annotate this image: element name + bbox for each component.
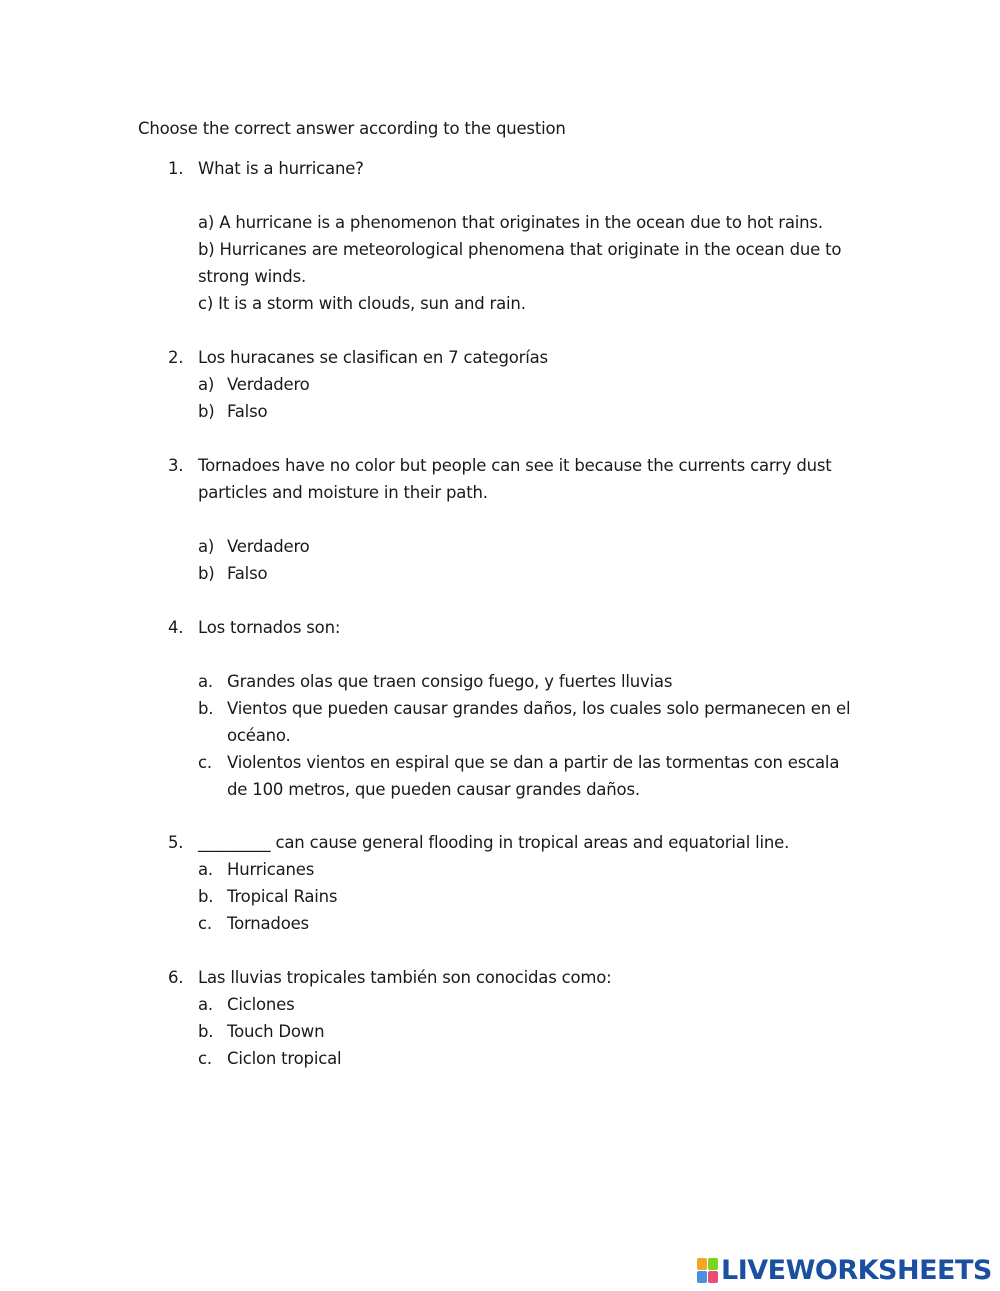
option-marker: a. (198, 860, 213, 879)
answer-option[interactable]: Ciclon tropical (227, 1049, 342, 1068)
answer-option[interactable]: Hurricanes (227, 860, 315, 879)
answer-option[interactable]: Tornadoes (227, 914, 309, 933)
option-marker: c. (198, 1049, 212, 1068)
answer-option[interactable]: Falso (227, 564, 268, 583)
option-marker: b. (198, 887, 214, 906)
answer-option[interactable]: Vientos que pueden causar grandes daños, los cuales solo permanecen en el (227, 699, 851, 718)
question-text-continued: particles and moisture in their path. (198, 483, 488, 502)
answer-option-continued[interactable]: strong winds. (198, 267, 307, 286)
option-marker: b) (198, 402, 215, 421)
answer-option-continued[interactable]: océano. (227, 726, 291, 745)
answer-option[interactable]: c) It is a storm with clouds, sun and rain. (198, 294, 526, 313)
question-number: 4. (168, 618, 184, 637)
logo-block (697, 1258, 707, 1270)
instruction-text: Choose the correct answer according to the question (138, 119, 566, 138)
question-number: 3. (168, 456, 184, 475)
question-number: 1. (168, 159, 184, 178)
logo-block (697, 1271, 707, 1283)
logo-block (708, 1258, 718, 1270)
liveworksheets-logo (697, 1256, 992, 1286)
logo-blocks-icon (697, 1258, 719, 1284)
answer-option[interactable]: Grandes olas que traen consigo fuego, y fuertes lluvias (227, 672, 673, 691)
option-marker: a. (198, 672, 213, 691)
option-marker: b. (198, 1022, 214, 1041)
question-text: Las lluvias tropicales también son conocidas como: (198, 968, 612, 987)
option-marker: c. (198, 753, 212, 772)
option-marker: b) (198, 564, 215, 583)
logo-text: LIVEWORKSHEETS (721, 1255, 992, 1286)
answer-option[interactable]: a) A hurricane is a phenomenon that originates in the ocean due to hot rains. (198, 213, 823, 232)
answer-option[interactable]: Tropical Rains (227, 887, 338, 906)
option-marker: c. (198, 914, 212, 933)
logo-block (708, 1271, 718, 1283)
question-text: Tornadoes have no color but people can see it because the currents carry dust (198, 456, 832, 475)
question-number: 5. (168, 833, 184, 852)
answer-option[interactable]: Violentos vientos en espiral que se dan a partir de las tormentas con escala (227, 753, 840, 772)
question-number: 6. (168, 968, 184, 987)
answer-option[interactable]: Falso (227, 402, 268, 421)
option-marker: b. (198, 699, 214, 718)
question-text: What is a hurricane? (198, 159, 364, 178)
answer-option[interactable]: Verdadero (227, 537, 310, 556)
option-marker: a) (198, 375, 215, 394)
answer-option[interactable]: Ciclones (227, 995, 295, 1014)
question-text: _________ can cause general flooding in tropical areas and equatorial line. (198, 833, 790, 852)
option-marker: a) (198, 537, 215, 556)
answer-option[interactable]: Touch Down (227, 1022, 325, 1041)
answer-option-continued[interactable]: de 100 metros, que pueden causar grandes daños. (227, 780, 640, 799)
question-text: Los huracanes se clasifican en 7 categorías (198, 348, 548, 367)
question-number: 2. (168, 348, 184, 367)
question-text: Los tornados son: (198, 618, 341, 637)
answer-option[interactable]: b) Hurricanes are meteorological phenomena that originate in the ocean due to (198, 240, 842, 259)
option-marker: a. (198, 995, 213, 1014)
answer-option[interactable]: Verdadero (227, 375, 310, 394)
